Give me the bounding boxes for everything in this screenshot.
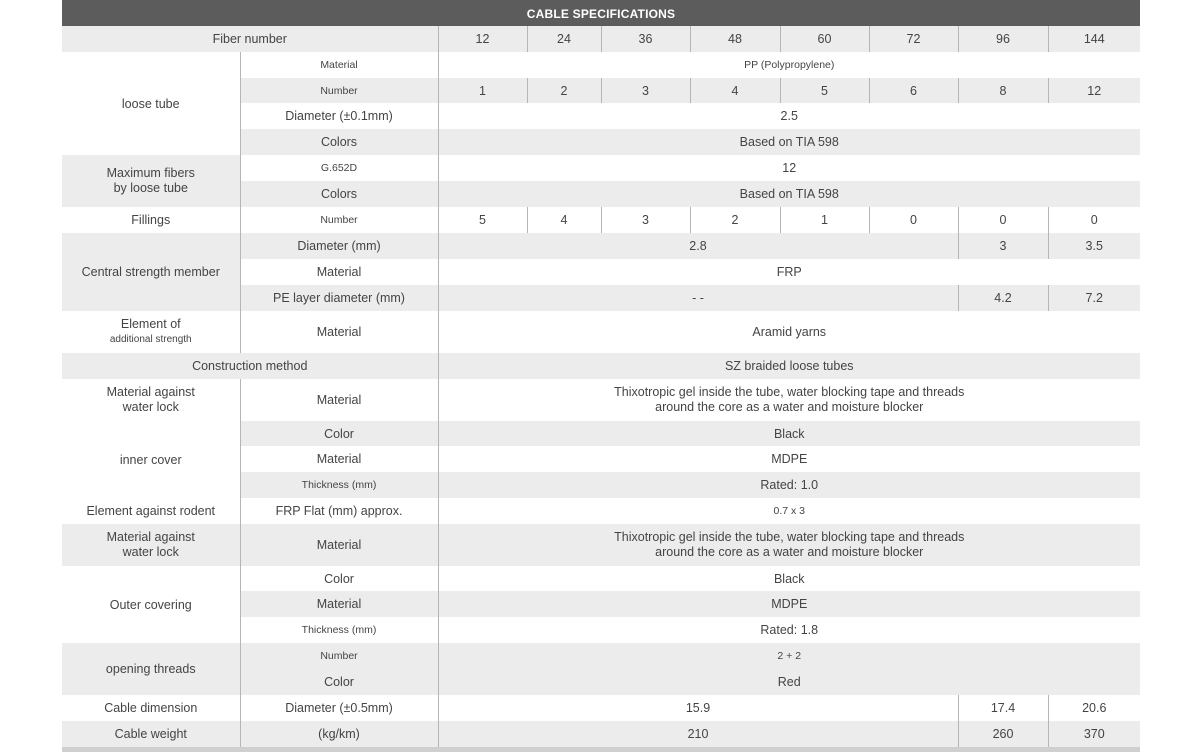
pe-layer-value: 7.2 [1048, 285, 1140, 311]
fillings-number-cell: 2 [690, 207, 780, 233]
loose-tube-material-value: PP (Polypropylene) [438, 52, 1140, 78]
rodent-value: 0.7 x 3 [438, 498, 1140, 524]
table-row [62, 52, 1140, 78]
cable-dimension-sub-label: Diameter (±0.5mm) [240, 695, 438, 721]
g652d-label: G.652D [240, 155, 438, 181]
opening-threads-number-label: Number [240, 643, 438, 669]
table-row [62, 379, 1140, 421]
additional-strength-label-line1: Element of [120, 317, 181, 331]
loose-tube-number-label: Number [240, 78, 438, 103]
fiber-number-cell: 12 [438, 26, 527, 52]
cable-weight-label: Cable weight [62, 721, 240, 747]
cable-weight-sub-label: (kg/km) [240, 721, 438, 747]
loose-tube-material-label: Material [240, 52, 438, 78]
loose-tube-number-cell: 12 [1048, 78, 1140, 103]
central-material-value: FRP [438, 259, 1140, 285]
table-title: CABLE SPECIFICATIONS [62, 0, 1140, 26]
central-diameter-value: 3.5 [1048, 233, 1140, 259]
g652d-value: 12 [438, 155, 1140, 181]
inner-cover-thickness-value: Rated: 1.0 [438, 472, 1140, 498]
construction-label: Construction method [62, 353, 438, 379]
outer-covering-label: Outer covering [62, 566, 240, 643]
inner-cover-material-label: Material [240, 446, 438, 472]
water-lock-value-line1: Thixotropic gel inside the tube, water blocking tape and threads [614, 530, 965, 544]
table-row [62, 566, 1140, 591]
fiber-number-label: Fiber number [62, 26, 438, 52]
cable-dimension-value: 15.9 [438, 695, 958, 721]
water-lock-material-value [438, 379, 1140, 421]
water-lock-label-line1: Material against [106, 385, 195, 399]
additional-strength-label [62, 311, 240, 353]
outer-covering-material-label: Material [240, 591, 438, 617]
fiber-number-cell: 60 [780, 26, 869, 52]
table-row [62, 498, 1140, 524]
fiber-number-cell: 36 [601, 26, 690, 52]
inner-cover-thickness-label: Thickness (mm) [240, 472, 438, 498]
construction-value: SZ braided loose tubes [438, 353, 1140, 379]
cable-specifications-sheet [62, 0, 1140, 752]
water-lock-value-line1: Thixotropic gel inside the tube, water blocking tape and threads [614, 385, 965, 399]
water-lock-label-line1: Material against [106, 530, 195, 544]
inner-cover-label: inner cover [62, 421, 240, 498]
cable-dimension-label: Cable dimension [62, 695, 240, 721]
central-diameter-value: 3 [958, 233, 1048, 259]
table-row [62, 155, 1140, 181]
cable-dimension-value: 20.6 [1048, 695, 1140, 721]
fiber-number-cell: 24 [527, 26, 601, 52]
opening-threads-number-value: 2 + 2 [438, 643, 1140, 669]
central-diameter-label: Diameter (mm) [240, 233, 438, 259]
central-strength-label: Central strength member [62, 233, 240, 311]
water-lock-value-line2: around the core as a water and moisture blocker [655, 400, 924, 414]
max-fibers-label-line1: Maximum fibers [106, 166, 195, 180]
fillings-number-cell: 3 [601, 207, 690, 233]
loose-tube-number-cell: 3 [601, 78, 690, 103]
water-lock-label [62, 379, 240, 421]
table-row [62, 695, 1140, 721]
outer-covering-thickness-label: Thickness (mm) [240, 617, 438, 643]
central-material-label: Material [240, 259, 438, 285]
table-row [62, 353, 1140, 379]
fillings-label: Fillings [62, 207, 240, 233]
fillings-number-cell: 5 [438, 207, 527, 233]
opening-threads-color-value: Red [438, 669, 1140, 695]
cable-dimension-value: 17.4 [958, 695, 1048, 721]
additional-strength-material-value: Aramid yarns [438, 311, 1140, 353]
cable-specifications-table [62, 26, 1140, 747]
loose-tube-number-cell: 6 [869, 78, 958, 103]
table-row [62, 721, 1140, 747]
inner-cover-color-value: Black [438, 421, 1140, 446]
loose-tube-label: loose tube [62, 52, 240, 155]
rodent-label: Element against rodent [62, 498, 240, 524]
water-lock-label-line2: water lock [122, 545, 179, 559]
outer-covering-color-value: Black [438, 566, 1140, 591]
table-row [62, 233, 1140, 259]
pe-layer-value: 4.2 [958, 285, 1048, 311]
water-lock-material-value [438, 524, 1140, 566]
table-row [62, 207, 1140, 233]
table-row [62, 421, 1140, 446]
cable-weight-value: 370 [1048, 721, 1140, 747]
opening-threads-color-label: Color [240, 669, 438, 695]
fillings-number-cell: 0 [869, 207, 958, 233]
water-lock-label-line2: water lock [122, 400, 179, 414]
pe-layer-label: PE layer diameter (mm) [240, 285, 438, 311]
loose-tube-colors-label: Colors [240, 129, 438, 155]
fiber-number-cell: 96 [958, 26, 1048, 52]
max-fibers-colors-value: Based on TIA 598 [438, 181, 1140, 207]
rodent-sub-label: FRP Flat (mm) approx. [240, 498, 438, 524]
loose-tube-diameter-label: Diameter (±0.1mm) [240, 103, 438, 129]
max-fibers-label [62, 155, 240, 207]
additional-strength-label-line2: additional strength [109, 334, 192, 345]
fiber-number-cell: 72 [869, 26, 958, 52]
loose-tube-diameter-value: 2.5 [438, 103, 1140, 129]
outer-covering-color-label: Color [240, 566, 438, 591]
water-lock-value-line2: around the core as a water and moisture blocker [655, 545, 924, 559]
fillings-number-cell: 1 [780, 207, 869, 233]
cable-weight-value: 260 [958, 721, 1048, 747]
loose-tube-colors-value: Based on TIA 598 [438, 129, 1140, 155]
fiber-number-cell: 144 [1048, 26, 1140, 52]
table-row [62, 311, 1140, 353]
max-fibers-colors-label: Colors [240, 181, 438, 207]
loose-tube-number-cell: 8 [958, 78, 1048, 103]
cable-weight-value: 210 [438, 721, 958, 747]
inner-cover-material-value: MDPE [438, 446, 1140, 472]
fillings-number-cell: 0 [1048, 207, 1140, 233]
max-fibers-label-line2: by loose tube [113, 181, 188, 195]
additional-strength-material-label: Material [240, 311, 438, 353]
fillings-number-cell: 4 [527, 207, 601, 233]
pe-layer-value: - - [438, 285, 958, 311]
table-row [62, 524, 1140, 566]
fillings-number-cell: 0 [958, 207, 1048, 233]
loose-tube-number-cell: 4 [690, 78, 780, 103]
fiber-number-cell: 48 [690, 26, 780, 52]
inner-cover-color-label: Color [240, 421, 438, 446]
loose-tube-number-cell: 1 [438, 78, 527, 103]
fillings-number-label: Number [240, 207, 438, 233]
outer-covering-thickness-value: Rated: 1.8 [438, 617, 1140, 643]
loose-tube-number-cell: 5 [780, 78, 869, 103]
table-row [62, 26, 1140, 52]
water-lock-label [62, 524, 240, 566]
bottom-strip [62, 747, 1140, 752]
water-lock-material-label: Material [240, 524, 438, 566]
outer-covering-material-value: MDPE [438, 591, 1140, 617]
table-row [62, 643, 1140, 669]
opening-threads-label: opening threads [62, 643, 240, 695]
central-diameter-value: 2.8 [438, 233, 958, 259]
loose-tube-number-cell: 2 [527, 78, 601, 103]
water-lock-material-label: Material [240, 379, 438, 421]
